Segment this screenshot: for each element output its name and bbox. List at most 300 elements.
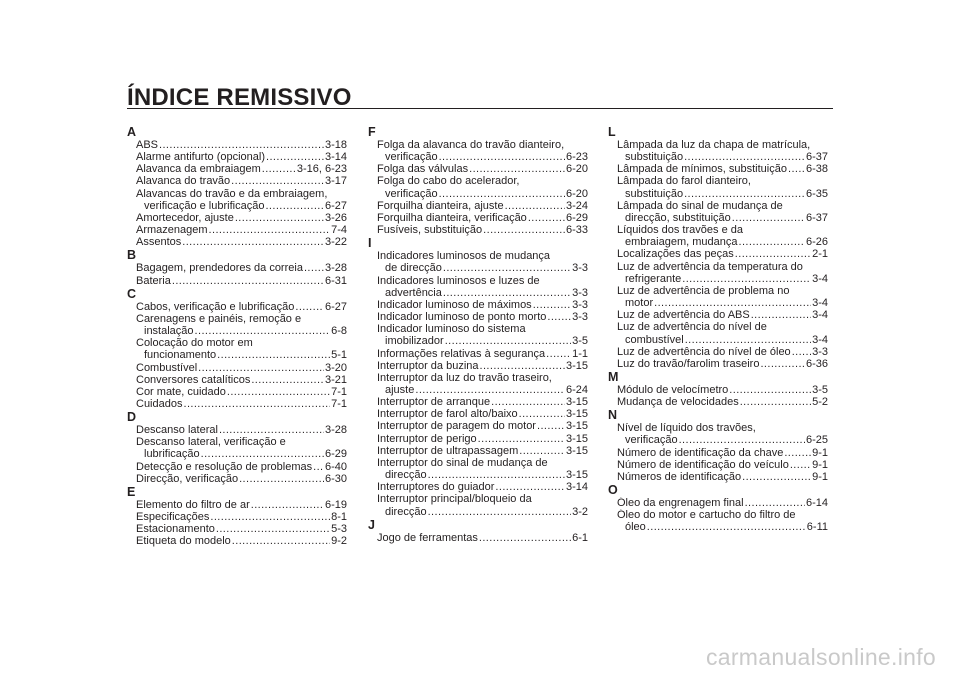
page-ref: 6-8 [331,325,347,338]
entry-text: Colocação do motor em [136,337,253,350]
index-column-1 [127,125,347,548]
entry-text-continued: advertência [385,286,442,299]
entry-line [617,224,828,236]
dot-leader [439,151,565,163]
index-section [127,288,347,410]
index-entry [608,396,828,408]
page-ref: 5-1 [331,349,347,362]
dot-leader [251,374,324,386]
page-ref: 6-31 [324,274,347,287]
page-ref: 3-5 [572,335,588,348]
entry-line [377,250,588,262]
index-entry [608,248,828,260]
entry-line [377,175,588,187]
index-entry [608,321,828,345]
index-entry [127,523,347,535]
dot-leader [313,461,324,473]
page-ref: 3-3 [572,298,588,311]
dot-leader [784,447,811,459]
entry-text-continued: motor [625,297,654,310]
entry-text: Fusíveis, substituição [377,224,483,237]
entry-text-continued: ajuste [385,383,415,396]
section-letter: F [368,125,376,139]
entry-text: Folga das válvulas [377,163,469,176]
index-entry [608,200,828,224]
page-ref: 3-4 [812,272,828,285]
index-entry [608,261,828,285]
index-entry [608,509,828,533]
index-entry [368,299,588,311]
index-entry [368,212,588,224]
dot-leader [546,348,571,360]
page-ref: 6-11 [806,521,828,534]
index-entry [368,163,588,175]
dot-leader [183,398,330,410]
entry-text: Alavancas do travão e da embraiagem, [136,187,328,200]
entry-line-continued [617,297,828,309]
entry-text: Lâmpada do sinal de mudança de [617,199,783,212]
page-ref: 3-22 [324,236,347,249]
entry-line [377,275,588,287]
entry-line [136,275,347,287]
entry-line [617,200,828,212]
entry-text: Números de identificação [617,470,742,483]
dot-leader [251,499,324,511]
page-ref: 9-1 [812,458,828,471]
entry-line-continued [617,188,828,200]
page-ref: 3-3 [572,262,588,275]
entry-text: Indicadores luminosos de mudança [377,250,551,263]
entry-line [377,445,588,457]
entry-text: Armazenagem [136,224,208,237]
entry-text: Óleo da engrenagem final [617,497,744,510]
entry-line [617,309,828,321]
entry-line [377,360,588,372]
dot-leader [679,434,805,446]
dot-leader [537,420,565,432]
page-ref: 3-5 [812,383,828,396]
page-ref: 6-40 [324,460,347,473]
dot-leader [732,212,805,224]
page-ref: 6-25 [805,434,828,447]
page-ref: 6-26 [805,236,828,249]
index-entry [368,481,588,493]
index-entry [608,358,828,370]
index-entry [127,473,347,485]
dot-leader [519,408,565,420]
index-entry [127,535,347,547]
dot-leader [491,396,565,408]
index-entry [127,262,347,274]
index-entry [608,175,828,199]
entry-text: Interruptor da luz do travão traseiro, [377,371,552,384]
entry-text: Cabos, verificação e lubrificação [136,300,295,313]
entry-line [377,311,588,323]
entry-line [136,301,347,313]
index-entry [127,374,347,386]
dot-leader [547,311,571,323]
entry-text: Bagagem, prendedores da correia [136,262,303,275]
index-entry [608,497,828,509]
entry-line-continued [377,335,588,347]
page-ref: 3-14 [324,151,347,164]
dot-leader [304,262,324,274]
dot-leader [745,497,805,509]
entry-text: Indicador luminoso do sistema [377,323,526,336]
entry-line [377,457,588,469]
page-ref: 5-3 [331,523,347,536]
index-entry [127,461,347,473]
index-entry [127,301,347,313]
entry-line [136,374,347,386]
entry-text: Conversores catalíticos [136,373,251,386]
entry-line [617,447,828,459]
index-entry [127,163,347,175]
entry-line [617,471,828,483]
entry-line [136,499,347,511]
dot-leader [232,535,330,547]
dot-leader [217,349,330,361]
entry-text: Folga do cabo do acelerador, [377,175,520,188]
dot-leader [790,459,811,471]
index-section [368,237,588,517]
entry-text: Luz de advertência do ABS [617,309,750,322]
index-entry [368,360,588,372]
index-entry [368,200,588,212]
entry-line [136,535,347,547]
dot-leader [740,396,811,408]
page-ref: 3-15 [565,420,588,433]
entry-text: Interruptor de perigo [377,432,477,445]
index-entry [608,224,828,248]
page-ref: 6-20 [565,187,588,200]
index-entry [368,275,588,299]
dot-leader [519,445,565,457]
entry-line [377,532,588,544]
page-ref: 6-38 [805,163,828,176]
entry-line [617,497,828,509]
dot-leader [216,523,330,535]
page-ref: 3-15 [565,396,588,409]
index-entry [608,422,828,446]
entry-text: Etiqueta do modelo [136,535,231,548]
dot-leader [443,287,571,299]
dot-leader [654,297,811,309]
entry-text-continued: óleo [625,521,646,534]
entry-text: Interruptor de arranque [377,396,491,409]
index-entry [368,311,588,323]
entry-text: Luz do travão/farolim traseiro [617,357,760,370]
dot-leader [428,469,565,481]
index-entry [368,457,588,481]
index-entry [127,236,347,248]
dot-leader [198,362,324,374]
index-entry [127,386,347,398]
entry-text: Nível de líquido dos travões, [617,422,756,435]
entry-text: Estacionamento [136,523,215,536]
page-ref: 6-30 [324,472,347,485]
index-section [368,126,588,236]
index-entry [368,139,588,163]
index-entry [127,175,347,187]
entry-text: Detecção e resolução de problemas [136,460,313,473]
entry-line [377,481,588,493]
index-section [127,249,347,286]
page-ref: 3-15 [565,359,588,372]
entry-line [377,433,588,445]
dot-leader [265,200,324,212]
page-ref: 3-17 [324,175,347,188]
entry-text-continued: instalação [144,325,194,338]
page-ref: 6-19 [324,498,347,511]
entry-line [617,459,828,471]
dot-leader [201,448,324,460]
section-letter: E [127,484,136,499]
page-ref: 6-37 [805,151,828,164]
index-section [127,411,347,485]
page-ref: 3-16, 6-23 [296,163,347,176]
dot-leader [210,511,330,523]
section-letter: M [608,369,619,384]
index-entry [608,471,828,483]
index-entry [368,323,588,347]
entry-text-continued: imobilizador [385,335,444,348]
index-entry [127,275,347,287]
page-ref: 6-20 [565,163,588,176]
dot-leader [182,236,324,248]
entry-text: Alarme antifurto (opcional) [136,151,266,164]
page-ref: 6-33 [565,224,588,237]
entry-line [617,509,828,521]
dot-leader [483,224,565,236]
entry-text: Interruptores do guiador [377,481,495,494]
dot-leader [172,275,324,287]
index-entry [127,424,347,436]
entry-line [617,285,828,297]
index-section [608,371,828,408]
index-entry [368,224,588,236]
dot-leader [505,200,565,212]
dot-leader [428,506,572,518]
page-ref: 3-26 [324,211,347,224]
index-entry [127,337,347,361]
page-ref: 6-27 [324,300,347,313]
entry-line [136,473,347,485]
page-ref: 6-14 [805,497,828,510]
entry-line [136,313,347,325]
entry-line [377,163,588,175]
entry-text: Assentos [136,236,182,249]
entry-line-continued [617,521,828,533]
entry-text: Especificações [136,511,210,524]
index-entry [127,511,347,523]
index-entry [608,346,828,358]
entry-line [377,139,588,151]
entry-text-continued: funcionamento [144,349,217,362]
entry-line-continued [617,236,828,248]
entry-text: Luz de advertência da temperatura do [617,260,803,273]
index-entry [368,348,588,360]
entry-text-continued: de direcção [385,262,442,275]
entry-line-continued [377,151,588,163]
entry-text: Forquilha dianteira, ajuste [377,199,504,212]
index-entry [368,493,588,517]
entry-line [377,299,588,311]
entry-text: Direcção, verificação [136,472,239,485]
entry-line [136,523,347,535]
dot-leader [480,360,565,372]
dot-leader [739,236,805,248]
entry-text: Cor mate, cuidado [136,385,226,398]
page-ref: 1-1 [572,347,588,360]
entry-line [136,511,347,523]
entry-text: Indicador luminoso de máximos [377,298,532,311]
entry-text: Indicador luminoso de ponto morto [377,311,547,324]
entry-text: Interruptor de ultrapassagem [377,444,519,457]
index-section [127,126,347,248]
page-ref: 6-23 [565,151,588,164]
entry-line [377,372,588,384]
dot-leader [788,163,805,175]
page-ref: 6-27 [324,199,347,212]
entry-text: Jogo de ferramentas [377,531,478,544]
entry-text: Cuidados [136,397,183,410]
dot-leader [735,248,811,260]
page-title: ÍNDICE REMISSIVO [127,84,352,111]
index-entry [127,436,347,460]
section-letter: D [127,410,137,425]
entry-line [377,493,588,505]
index-entry [127,224,347,236]
page-ref: 3-3 [572,311,588,324]
dot-leader [682,273,811,285]
entry-line [617,422,828,434]
entry-line [136,461,347,473]
page-ref: 3-4 [812,333,828,346]
page-ref: 3-3 [572,286,588,299]
entry-line [377,348,588,360]
dot-leader [219,424,324,436]
entry-line-continued [377,262,588,274]
page-ref: 6-35 [805,187,828,200]
index-entry [608,447,828,459]
dot-leader [685,334,811,346]
entry-line [617,346,828,358]
dot-leader [647,521,806,533]
title-rule [127,108,833,109]
page-ref: 6-24 [565,383,588,396]
page-ref: 8-1 [331,511,347,524]
entry-text-continued: verificação e lubrificação [144,199,265,212]
page-ref: 7-1 [331,397,347,410]
entry-text: Amortecedor, ajuste [136,211,234,224]
entry-text: Luz de advertência de problema no [617,284,790,297]
entry-text: Óleo do motor e cartucho do filtro de [617,509,796,522]
entry-line-continued [377,384,588,396]
entry-line-continued [617,212,828,224]
entry-text: Luz de advertência do nível de [617,321,767,334]
index-entry [127,313,347,337]
section-letter: O [608,483,618,498]
entry-text-continued: direcção [385,469,427,482]
section-letter: B [127,248,137,263]
dot-leader [439,188,565,200]
section-letter: L [608,125,616,139]
page-ref: 6-37 [805,211,828,224]
dot-leader [445,335,571,347]
dot-leader [295,301,324,313]
entry-line [136,224,347,236]
index-entry [127,362,347,374]
entry-line [136,398,347,410]
entry-line [377,323,588,335]
dot-leader [792,346,811,358]
index-entry [368,445,588,457]
entry-line [136,236,347,248]
entry-text: Número de identificação do veículo [617,458,789,471]
page-ref: 7-4 [331,224,347,237]
entry-text: Descanso lateral [136,424,218,437]
entry-line-continued [377,287,588,299]
index-section [608,126,828,370]
index-entry [127,398,347,410]
entry-text: Interruptor do sinal de mudança de [377,456,548,469]
index-entry [368,408,588,420]
entry-text: Interruptor da buzina [377,359,479,372]
entry-text: ABS [136,139,159,151]
entry-line [617,321,828,333]
entry-line [136,175,347,187]
page-ref: 3-18 [324,139,347,151]
entry-text: Líquidos dos travões e da [617,224,743,237]
entry-text: Localizações das peças [617,248,734,261]
entry-line [617,396,828,408]
entry-line [136,262,347,274]
entry-line [136,337,347,349]
dot-leader [684,151,805,163]
entry-line [136,188,347,200]
page-ref: 6-29 [565,211,588,224]
index-entry [608,384,828,396]
page-ref: 3-28 [324,424,347,437]
entry-line [377,408,588,420]
section-letter: J [368,517,375,532]
section-letter: I [368,236,372,251]
entry-text-continued: direcção, substituição [625,211,731,224]
entry-line [617,358,828,370]
page-ref: 3-15 [565,469,588,482]
dot-leader [443,262,571,274]
entry-text: Lâmpada do farol dianteiro, [617,175,751,188]
entry-line [136,424,347,436]
index-entry [368,175,588,199]
page-ref: 3-20 [324,361,347,374]
page-ref: 7-1 [331,385,347,398]
index-entry [608,459,828,471]
page-ref: 6-29 [324,448,347,461]
index-entry [368,250,588,274]
page-ref: 5-2 [812,396,828,409]
dot-leader [495,481,565,493]
index-entry [127,499,347,511]
page-ref: 3-2 [572,505,588,518]
dot-leader [159,139,324,151]
entry-line-continued [617,273,828,285]
entry-line [136,151,347,163]
entry-text: Módulo de velocímetro [617,383,729,396]
entry-text: Indicadores luminosos e luzes de [377,274,540,287]
index-section [608,409,828,483]
